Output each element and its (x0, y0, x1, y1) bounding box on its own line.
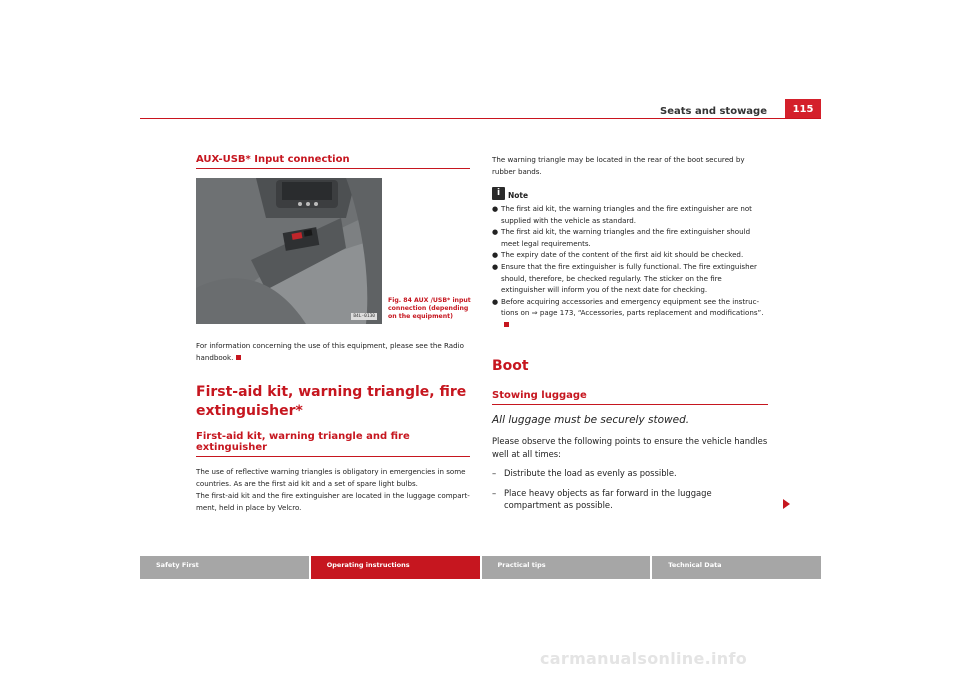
dash-item: – Distribute the load as evenly as possible. (492, 468, 677, 478)
note-bullet (492, 296, 768, 331)
end-of-section-icon (504, 322, 509, 327)
triangle-paragraph: The warning triangle may be located in the rear of the boot secured by rubber bands. (492, 155, 745, 176)
aux-usb-photo (196, 178, 382, 324)
next-page-arrow-icon[interactable] (783, 499, 790, 509)
note-bullet: ● Ensure that the fire extinguisher is fully functional. The fire extinguisher should, therefore, be checked regularly. The sticker on the fire extinguisher will inform you of the next date for checking. (492, 262, 757, 294)
left-column (196, 154, 470, 513)
bullet-icon: ● (492, 297, 499, 306)
watermark: carmanualsonline.info (540, 649, 748, 668)
figure-caption: Fig. 84 AUX /USB* input connection (depending on the equipment) (388, 297, 471, 320)
firstaid-paragraph-1: The use of reflective warning triangles is obligatory in emergencies in some countries. As are the first aid kit and a set of spare light bulbs. (196, 467, 466, 488)
note-header (492, 187, 768, 200)
tab-safety-first[interactable]: Safety First (140, 556, 309, 579)
bullet-icon: ● (492, 205, 499, 213)
tab-operating-instructions[interactable]: Operating instructions (311, 556, 480, 579)
stowing-heading: Stowing luggage (492, 390, 768, 405)
footer-nav (140, 556, 821, 579)
info-icon: i (492, 187, 505, 200)
page-number: 115 (785, 99, 821, 119)
bullet-icon: ● (492, 251, 499, 259)
end-of-section-icon (236, 355, 241, 360)
header-title: Seats and stowage (660, 106, 767, 117)
note-bullet: ● The expiry date of the content of the first aid kit should be checked. (492, 250, 744, 259)
bullet-icon: ● (492, 263, 499, 271)
figure-84 (196, 178, 470, 324)
header-rule (140, 118, 821, 119)
tab-technical-data[interactable]: Technical Data (652, 556, 821, 579)
note-bullet: ● The first aid kit, the warning triangles and the fire extinguisher are not supplied with the vehicle as standard. (492, 204, 752, 225)
aux-usb-illustration (196, 178, 382, 324)
stowing-subheading: All luggage must be securely stowed. (492, 414, 690, 426)
boot-heading: Boot (492, 358, 529, 374)
note-list (492, 203, 768, 330)
chapter-heading: First-aid kit, warning triangle, fire extinguisher* (196, 384, 467, 419)
aux-heading: AUX-USB* Input connection (196, 154, 470, 169)
note-bullet: ● The first aid kit, the warning triangles and the fire extinguisher should meet legal requirements. (492, 227, 751, 248)
aux-paragraph (196, 340, 470, 363)
firstaid-paragraph-2: The first-aid kit and the fire extinguisher are located in the luggage compartment, held in place by Velcro. (196, 491, 470, 512)
bullet-icon: ● (492, 228, 499, 236)
aux-text: For information concerning the use of this equipment, please see the Radio handbook. (196, 341, 464, 362)
tab-practical-tips[interactable]: Practical tips (482, 556, 651, 579)
right-column (492, 154, 768, 512)
note-label: Note (508, 191, 529, 200)
dash-item: – Place heavy objects as far forward in the luggage compartment as possible. (492, 487, 712, 510)
page-reference-link[interactable]: Before acquiring accessories and emergency equipment see the instructions on ⇒ page 173, “Accessories, parts replacement and modifications”. (501, 296, 764, 317)
stowing-intro: Please observe the following points to ensure the vehicle handles well at all times: (492, 436, 768, 459)
firstaid-heading: First-aid kit, warning triangle and fire extinguisher (196, 431, 470, 457)
figure-code: B4L-0130 (353, 314, 375, 319)
